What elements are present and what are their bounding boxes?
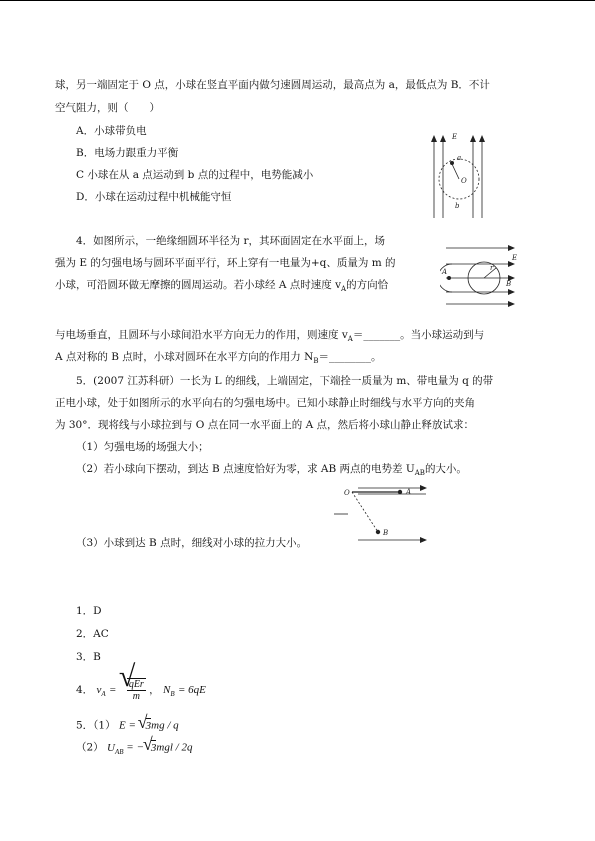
q3-figure (428, 130, 488, 222)
q3-option-d: D．小球在运动过程中机械能守恒 (76, 191, 232, 203)
q5-fig-label-a: A (406, 488, 412, 496)
q5-sub2: （2）若小球向下摆动，到达 B 点速度恰好为零，求 AB 两点的电势差 $U_{AB}$的大小。 (76, 463, 467, 478)
q3-option-b: B．电场力跟重力平衡 (76, 147, 179, 159)
q4-line2: 强为 E 的匀强电场与圆环平面平行，环上穿有一电量为+q、质量为 m 的 (55, 257, 396, 269)
q5-figure (330, 480, 430, 548)
q5-sub3: （3）小球到达 B 点时，细线对小球的拉力大小。 (76, 537, 308, 549)
q3-option-c: C 小球在从 a 点运动到 b 点的过程中，电势能减小 (76, 169, 314, 181)
q4-fig-label-r: r (490, 264, 494, 272)
q3-line2: 空气阻力，则（ ） (55, 102, 160, 114)
q3-fig-label-b: b (455, 202, 460, 210)
q4-line4: 与电场垂直，且圆环与小球间沿水平方向无力的作用，则速度 $v_A=\_\_\_\_\_\_\_$。当小球运动到与 (55, 329, 485, 344)
answer-2: 2．AC (76, 628, 109, 640)
q5-line2: 正电小球，处于如图所示的水平向右的匀强电场中。已知小球静止时细线与水平方向的夹角 (55, 397, 475, 409)
q5-sub1: （1）匀强电场的场强大小； (76, 441, 209, 453)
q3-line1: 球，另一端固定于 O 点，小球在竖直平面内做匀速圆周运动，最高点为 a，最低点为 B．不计 (55, 79, 490, 91)
answer-5-1: 5．（1） E = √ 3mg / q (76, 718, 179, 733)
q4-fig-label-e: E (512, 254, 518, 262)
q5-fig-label-b: B (383, 529, 389, 537)
q4-figure (440, 240, 520, 312)
q5-line1: 5．(2007 江苏科研）一长为 L 的细线，上端固定，下端拴一质量为 m、带电量为 q 的带 (76, 375, 494, 387)
answer-4: 4． $v_A$ = √ $\frac{\text{qEr}}{m}$ ， $N_B = 6qE$ (76, 676, 206, 704)
answer-3: 3．B (76, 651, 101, 663)
top-rule (0, 0, 595, 1)
q3-fig-label-e: E (452, 133, 458, 141)
q4-line1: 4．如图所示，一绝缘细圆环半径为 r，其环面固定在水平面上，场 (76, 235, 386, 247)
answer-5-2: （2） $U_{AB}$ = −√ 3mgl / 2q (76, 740, 192, 759)
q4-line3: 小球，可沿圆环做无摩擦的圆周运动。若小球经 A 点时速度 $v_A$的方向恰 (55, 279, 389, 294)
q4-line5: A 点对称的 B 点时，小球对圆环在水平方向的作用力 $N_B=\_\_\_\_\_\_\_\_$。 (55, 351, 382, 366)
q5-line3: 为 30°．现将线与小球拉到与 O 点在同一水平面上的 A 点，然后将小球山静止释放试求： (55, 419, 474, 431)
q4-fig-label-a: A (442, 268, 448, 276)
q5-fig-label-o: O (344, 489, 350, 497)
q3-option-a: A．小球带负电 (76, 125, 147, 137)
answer-1: 1．D (76, 605, 102, 617)
q4-fig-label-b: B (506, 280, 512, 288)
q3-fig-label-o: O (461, 177, 467, 185)
q3-fig-label-a: a (457, 154, 462, 162)
